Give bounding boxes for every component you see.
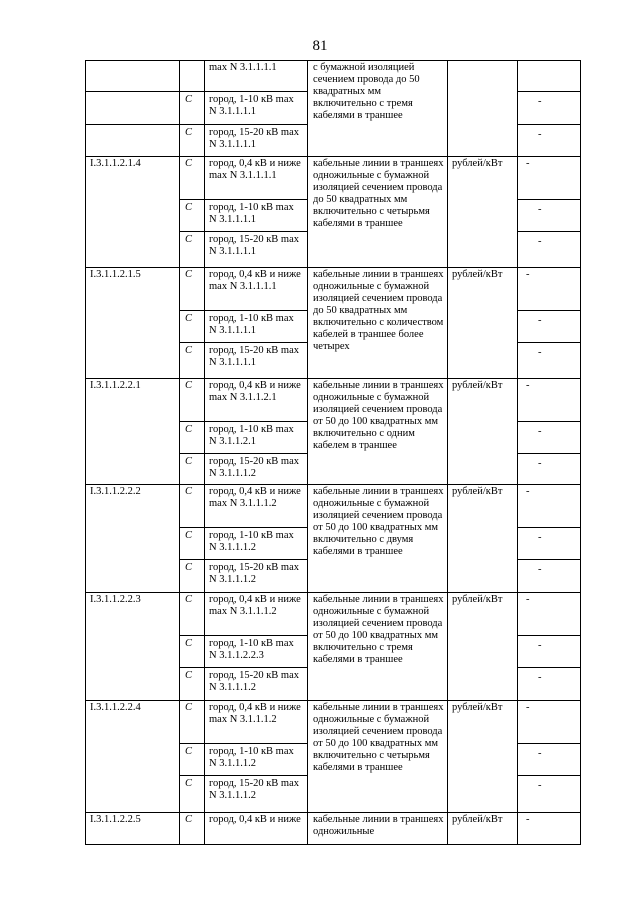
description-text: кабельные линии в траншеях одножильные с бумажной изоляцией сечением провода от 50 до 100 квадратных мм включительно с двумя кабелями в траншее (313, 486, 444, 557)
description-cell (308, 157, 448, 268)
name-cell (205, 311, 308, 343)
table-body (86, 61, 581, 845)
code-cell (86, 92, 180, 125)
type-cell: C (180, 343, 205, 379)
code-cell: I.3.1.1.2.2.3 (86, 593, 180, 701)
name-text: город, 15-20 кВ max N 3.1.1.1.2 (209, 562, 300, 585)
description-cell (308, 593, 448, 701)
value-cell: - (518, 157, 581, 200)
name-cell (205, 813, 308, 845)
name-cell (205, 560, 308, 593)
page-number: 81 (312, 38, 328, 54)
tariff-table (85, 60, 581, 845)
type-cell: C (180, 454, 205, 485)
value-cell: - (518, 485, 581, 528)
table-row (86, 379, 581, 422)
value-cell: - (518, 593, 581, 636)
name-text: город, 15-20 кВ max N 3.1.1.1.2 (209, 778, 300, 801)
name-cell (205, 528, 308, 560)
name-cell (205, 776, 308, 813)
name-cell (205, 268, 308, 311)
name-text: город, 1-10 кВ max N 3.1.1.1.1 (209, 313, 294, 336)
type-cell: C (180, 311, 205, 343)
table-row (86, 268, 581, 311)
description-cell (308, 61, 448, 157)
name-text: город, 0,4 кВ и ниже max N 3.1.1.1.2 (209, 702, 301, 725)
value-cell: - (518, 744, 581, 776)
value-cell: - (518, 701, 581, 744)
name-text: город, 0,4 кВ и ниже max N 3.1.1.1.2 (209, 594, 301, 617)
name-text: город, 1-10 кВ max N 3.1.1.1.1 (209, 202, 294, 225)
value-cell: - (518, 92, 581, 125)
name-text: город, 1-10 кВ max N 3.1.1.1.1 (209, 94, 294, 117)
name-text: город, 1-10 кВ max N 3.1.1.2.1 (209, 424, 294, 447)
type-cell: C (180, 232, 205, 268)
type-cell: C (180, 560, 205, 593)
type-cell: C (180, 668, 205, 701)
value-cell: - (518, 200, 581, 232)
value-cell: - (518, 454, 581, 485)
description-text: кабельные линии в траншеях одножильные с бумажной изоляцией сечением провода от 50 до 100 квадратных мм включительно с четырьмя кабелями в траншее (313, 702, 444, 773)
unit-cell: рублей/кВт (448, 701, 518, 813)
unit-cell: рублей/кВт (448, 593, 518, 701)
name-cell (205, 701, 308, 744)
code-cell: I.3.1.1.2.1.4 (86, 157, 180, 268)
value-cell: - (518, 311, 581, 343)
value-cell: - (518, 422, 581, 454)
description-text: кабельные линии в траншеях одножильные с бумажной изоляцией сечением провода до 50 квадратных мм включительно с количеством кабелей в траншее более четырех (313, 269, 444, 352)
type-cell: C (180, 125, 205, 157)
unit-cell: рублей/кВт (448, 379, 518, 485)
name-cell (205, 485, 308, 528)
type-cell: C (180, 157, 205, 200)
value-cell: - (518, 668, 581, 701)
name-text: город, 15-20 кВ max N 3.1.1.1.2 (209, 670, 300, 693)
table-row (86, 701, 581, 744)
table-row (86, 157, 581, 200)
type-cell: C (180, 485, 205, 528)
type-cell: C (180, 636, 205, 668)
unit-cell: рублей/кВт (448, 157, 518, 268)
name-cell (205, 232, 308, 268)
name-text: город, 15-20 кВ max N 3.1.1.1.2 (209, 456, 300, 479)
type-cell: C (180, 776, 205, 813)
description-text: кабельные линии в траншеях одножильные с бумажной изоляцией сечением провода от 50 до 100 квадратных мм включительно с одним кабелем в траншее (313, 380, 444, 451)
name-text: город, 0,4 кВ и ниже max N 3.1.1.1.1 (209, 269, 301, 292)
code-cell: I.3.1.1.2.2.4 (86, 701, 180, 813)
value-cell (518, 61, 581, 92)
type-cell: C (180, 813, 205, 845)
code-cell: I.3.1.1.2.2.1 (86, 379, 180, 485)
name-text: город, 1-10 кВ max N 3.1.1.2.2.3 (209, 638, 294, 661)
value-cell: - (518, 636, 581, 668)
value-cell: - (518, 379, 581, 422)
type-cell: C (180, 379, 205, 422)
description-text: кабельные линии в траншеях одножильные с бумажной изоляцией сечением провода от 50 до 100 квадратных мм включительно с тремя кабелями в траншее (313, 594, 444, 665)
name-cell (205, 343, 308, 379)
type-cell: C (180, 200, 205, 232)
value-cell: - (518, 560, 581, 593)
name-cell (205, 125, 308, 157)
name-cell (205, 200, 308, 232)
description-text: кабельные линии в траншеях одножильные (313, 814, 444, 837)
name-cell (205, 157, 308, 200)
description-text: с бумажной изоляцией сечением провода до 50 квадратных мм включительно с тремя кабелями в траншее (313, 62, 420, 121)
value-cell: - (518, 343, 581, 379)
type-cell: C (180, 92, 205, 125)
value-cell: - (518, 125, 581, 157)
type-cell: C (180, 268, 205, 311)
table-row (86, 593, 581, 636)
name-text: город, 0,4 кВ и ниже max N 3.1.1.1.2 (209, 486, 301, 509)
code-cell: I.3.1.1.2.2.2 (86, 485, 180, 593)
name-text: город, 0,4 кВ и ниже max N 3.1.1.2.1 (209, 380, 301, 403)
unit-cell: рублей/кВт (448, 485, 518, 593)
value-cell: - (518, 232, 581, 268)
type-cell: C (180, 528, 205, 560)
type-cell (180, 61, 205, 92)
name-text: город, 0,4 кВ и ниже max N 3.1.1.1.1 (209, 158, 301, 181)
name-cell (205, 422, 308, 454)
unit-cell (448, 61, 518, 157)
name-text: город, 15-20 кВ max N 3.1.1.1.1 (209, 234, 300, 257)
code-cell: I.3.1.1.2.1.5 (86, 268, 180, 379)
description-cell (308, 485, 448, 593)
type-cell: C (180, 593, 205, 636)
description-text: кабельные линии в траншеях одножильные с бумажной изоляцией сечением провода до 50 квадратных мм включительно с четырьмя кабелями в траншее (313, 158, 444, 229)
unit-cell: рублей/кВт (448, 813, 518, 845)
code-cell (86, 125, 180, 157)
description-cell (308, 701, 448, 813)
name-cell (205, 744, 308, 776)
name-text: город, 1-10 кВ max N 3.1.1.1.2 (209, 530, 294, 553)
type-cell: C (180, 701, 205, 744)
table-row (86, 813, 581, 845)
table-row (86, 485, 581, 528)
name-cell (205, 454, 308, 485)
description-cell (308, 379, 448, 485)
name-cell (205, 668, 308, 701)
table-row (86, 61, 581, 92)
name-cell (205, 379, 308, 422)
type-cell: C (180, 744, 205, 776)
type-cell: C (180, 422, 205, 454)
code-cell: I.3.1.1.2.2.5 (86, 813, 180, 845)
name-text: город, 15-20 кВ max N 3.1.1.1.1 (209, 345, 300, 368)
name-cell (205, 92, 308, 125)
name-text: город, 15-20 кВ max N 3.1.1.1.1 (209, 127, 300, 150)
description-cell (308, 813, 448, 845)
name-cell (205, 61, 308, 92)
value-cell: - (518, 813, 581, 845)
unit-cell: рублей/кВт (448, 268, 518, 379)
name-text: max N 3.1.1.1.1 (209, 62, 277, 73)
name-cell (205, 593, 308, 636)
value-cell: - (518, 776, 581, 813)
name-cell (205, 636, 308, 668)
code-cell (86, 61, 180, 92)
value-cell: - (518, 268, 581, 311)
description-cell (308, 268, 448, 379)
name-text: город, 0,4 кВ и ниже (209, 814, 301, 825)
value-cell: - (518, 528, 581, 560)
name-text: город, 1-10 кВ max N 3.1.1.1.2 (209, 746, 294, 769)
